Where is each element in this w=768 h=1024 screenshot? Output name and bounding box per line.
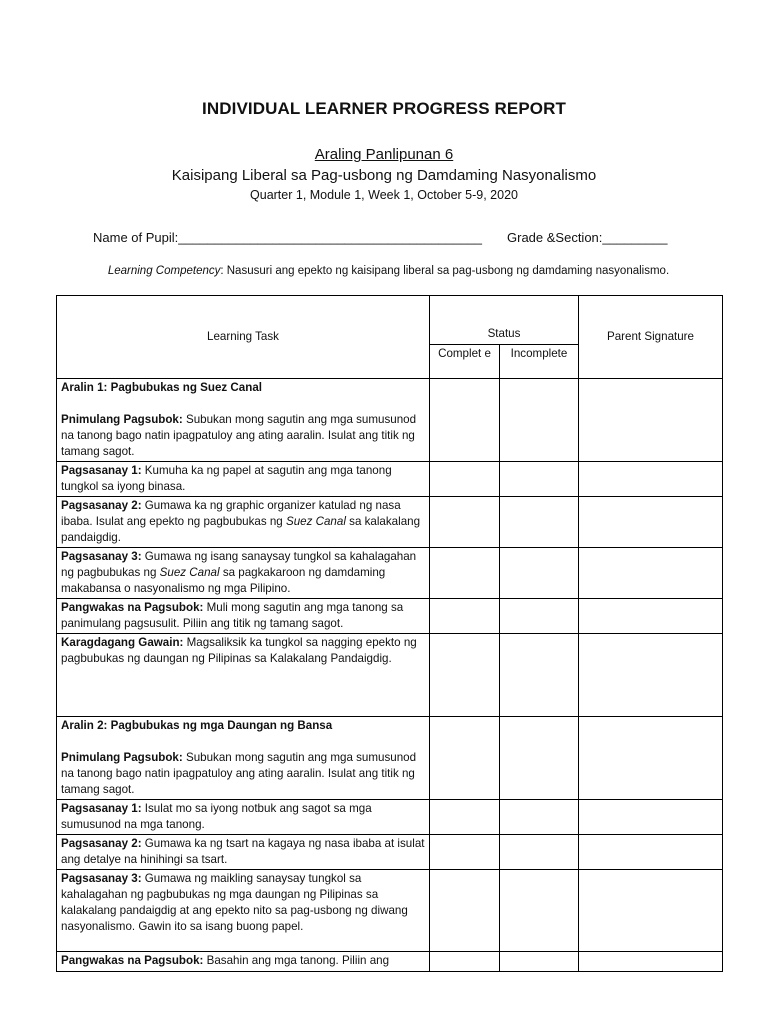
signature-cell[interactable] xyxy=(579,462,723,497)
header-status: Status xyxy=(430,296,579,345)
lesson-heading: Aralin 1: Pagbubukas ng Suez Canal xyxy=(61,381,262,394)
task-cell xyxy=(57,634,430,717)
task-label: Pagsasanay 2: xyxy=(61,837,142,850)
header-parent-signature: Parent Signature xyxy=(579,296,723,379)
topic-title: Kaisipang Liberal sa Pag-usbong ng Damdaming Nasyonalismo xyxy=(171,167,597,184)
signature-cell[interactable] xyxy=(579,548,723,599)
task-cell xyxy=(57,599,430,634)
task-text: Muli mong sagutin ang mga tanong sa panimulang pagsusulit. Piliin ang titik ng tamang sagot. xyxy=(61,601,404,630)
complete-cell[interactable] xyxy=(430,952,500,972)
table-row xyxy=(57,548,723,599)
table-row xyxy=(57,800,723,835)
complete-cell[interactable] xyxy=(430,870,500,952)
task-text: Magsaliksik ka tungkol sa nagging epekto ng pagbubukas ng daungan ng Pilipinas sa Kalakalang Pandaigdig. xyxy=(61,636,417,665)
grade-section-field xyxy=(507,230,667,245)
task-text: Gumawa ng maikling sanaysay tungkol sa kahalagahan ng pagbubukas ng mga daungan ng Pilipinas sa kalakalang pandaigdig at ang epekto nito sa pag-usbong ng diwang nasyonalismo. Gawin ito sa isang buong papel. xyxy=(61,872,408,933)
task-label: Pagsasanay 3: xyxy=(61,550,142,563)
signature-cell[interactable] xyxy=(579,634,723,717)
task-text: Isulat mo sa iyong notbuk ang sagot sa mga sumusunod na mga tanong. xyxy=(61,802,372,831)
incomplete-cell[interactable] xyxy=(500,717,579,800)
pupil-name-label: Name of Pupil: xyxy=(93,230,179,245)
complete-cell[interactable] xyxy=(430,379,500,462)
header-learning-task: Learning Task xyxy=(57,296,430,379)
incomplete-cell[interactable] xyxy=(500,634,579,717)
subject-title: Araling Panlipunan 6 xyxy=(314,146,454,163)
header-incomplete: Incomplete xyxy=(500,345,579,379)
incomplete-cell[interactable] xyxy=(500,800,579,835)
header-complete: Complet e xyxy=(430,345,500,379)
task-text: Basahin ang mga tanong. Piliin ang xyxy=(203,954,390,967)
complete-cell[interactable] xyxy=(430,800,500,835)
complete-cell[interactable] xyxy=(430,835,500,870)
progress-table xyxy=(56,295,723,972)
task-italic: Suez Canal xyxy=(285,515,346,528)
signature-cell[interactable] xyxy=(579,835,723,870)
table-row xyxy=(57,870,723,952)
table-row xyxy=(57,599,723,634)
table-row xyxy=(57,952,723,972)
incomplete-cell[interactable] xyxy=(500,835,579,870)
learning-competency xyxy=(56,263,721,279)
task-italic: Suez Canal xyxy=(159,566,220,579)
table-header-row xyxy=(57,296,723,345)
table-row xyxy=(57,462,723,497)
task-text: Gumawa ng isang sanaysay tungkol sa kahalagahan ng pagbubukas ng xyxy=(61,550,417,579)
table-row xyxy=(57,835,723,870)
incomplete-cell[interactable] xyxy=(500,952,579,972)
incomplete-cell[interactable] xyxy=(500,870,579,952)
task-cell xyxy=(57,952,430,972)
task-cell xyxy=(57,800,430,835)
complete-cell[interactable] xyxy=(430,634,500,717)
task-label: Pnimulang Pagsubok: xyxy=(61,413,183,426)
task-cell xyxy=(57,548,430,599)
incomplete-cell[interactable] xyxy=(500,497,579,548)
complete-cell[interactable] xyxy=(430,497,500,548)
competency-text: : Nasusuri ang epekto ng kaisipang liberal sa pag-usbong ng damdaming nasyonalismo. xyxy=(220,265,670,277)
pupil-name-field xyxy=(93,230,482,245)
signature-cell[interactable] xyxy=(579,599,723,634)
signature-cell[interactable] xyxy=(579,497,723,548)
complete-cell[interactable] xyxy=(430,599,500,634)
incomplete-cell[interactable] xyxy=(500,379,579,462)
task-cell xyxy=(57,717,430,800)
incomplete-cell[interactable] xyxy=(500,462,579,497)
task-text: Gumawa ka ng tsart na kagaya ng nasa ibaba at isulat ang detalye na hinihingi sa tsart. xyxy=(61,837,425,866)
task-label: Pagsasanay 1: xyxy=(61,802,142,815)
task-text-end: sa kalakalang pandaigdig. xyxy=(61,515,421,544)
task-cell xyxy=(57,379,430,462)
task-cell xyxy=(57,462,430,497)
task-label: Pagsasanay 1: xyxy=(61,464,142,477)
table-row xyxy=(57,717,723,800)
task-cell xyxy=(57,835,430,870)
signature-cell[interactable] xyxy=(579,800,723,835)
task-label: Pnimulang Pagsubok: xyxy=(61,751,183,764)
pupil-name-blank: __________________________________________ xyxy=(178,230,482,245)
table-row xyxy=(57,497,723,548)
task-text: Subukan mong sagutin ang mga sumusunod na tanong bago natin ipagpatuloy ang ating aaralin. Isulat ang titik ng tamang sagot. xyxy=(61,413,417,458)
competency-label: Learning Competency xyxy=(107,265,221,277)
complete-cell[interactable] xyxy=(430,548,500,599)
complete-cell[interactable] xyxy=(430,717,500,800)
signature-cell[interactable] xyxy=(579,379,723,462)
signature-cell[interactable] xyxy=(579,952,723,972)
task-label: Pagsasanay 2: xyxy=(61,499,142,512)
table-row xyxy=(57,634,723,717)
task-text: Kumuha ka ng papel at sagutin ang mga tanong tungkol sa iyong binasa. xyxy=(61,464,392,493)
complete-cell[interactable] xyxy=(430,462,500,497)
task-cell xyxy=(57,870,430,952)
task-cell xyxy=(57,497,430,548)
task-text: Subukan mong sagutin ang mga sumusunod na tanong bago natin ipagpatuloy ang ating aaralin. Isulat ang titik ng tamang sagot. xyxy=(61,751,417,796)
incomplete-cell[interactable] xyxy=(500,599,579,634)
signature-cell[interactable] xyxy=(579,870,723,952)
quarter-info: Quarter 1, Module 1, Week 1, October 5-9, 2020 xyxy=(250,188,518,202)
task-label: Pangwakas na Pagsubok: xyxy=(61,954,204,967)
task-label: Pangwakas na Pagsubok: xyxy=(61,601,204,614)
task-label: Pagsasanay 3: xyxy=(61,872,142,885)
grade-section-blank: _________ xyxy=(602,230,668,245)
lesson-heading: Aralin 2: Pagbubukas ng mga Daungan ng Bansa xyxy=(61,719,333,732)
grade-section-label: Grade &Section: xyxy=(507,230,603,245)
task-label: Karagdagang Gawain: xyxy=(61,636,184,649)
table-row xyxy=(57,379,723,462)
report-title: INDIVIDUAL LEARNER PROGRESS REPORT xyxy=(202,99,566,118)
task-text-end: sa pagkakaroon ng damdaming makabansa o nasyonalismo ng mga Pilipino. xyxy=(61,566,386,595)
signature-cell[interactable] xyxy=(579,717,723,800)
incomplete-cell[interactable] xyxy=(500,548,579,599)
task-text: Gumawa ka ng graphic organizer katulad ng nasa ibaba. Isulat ang epekto ng pagbubukas ng xyxy=(61,499,401,528)
